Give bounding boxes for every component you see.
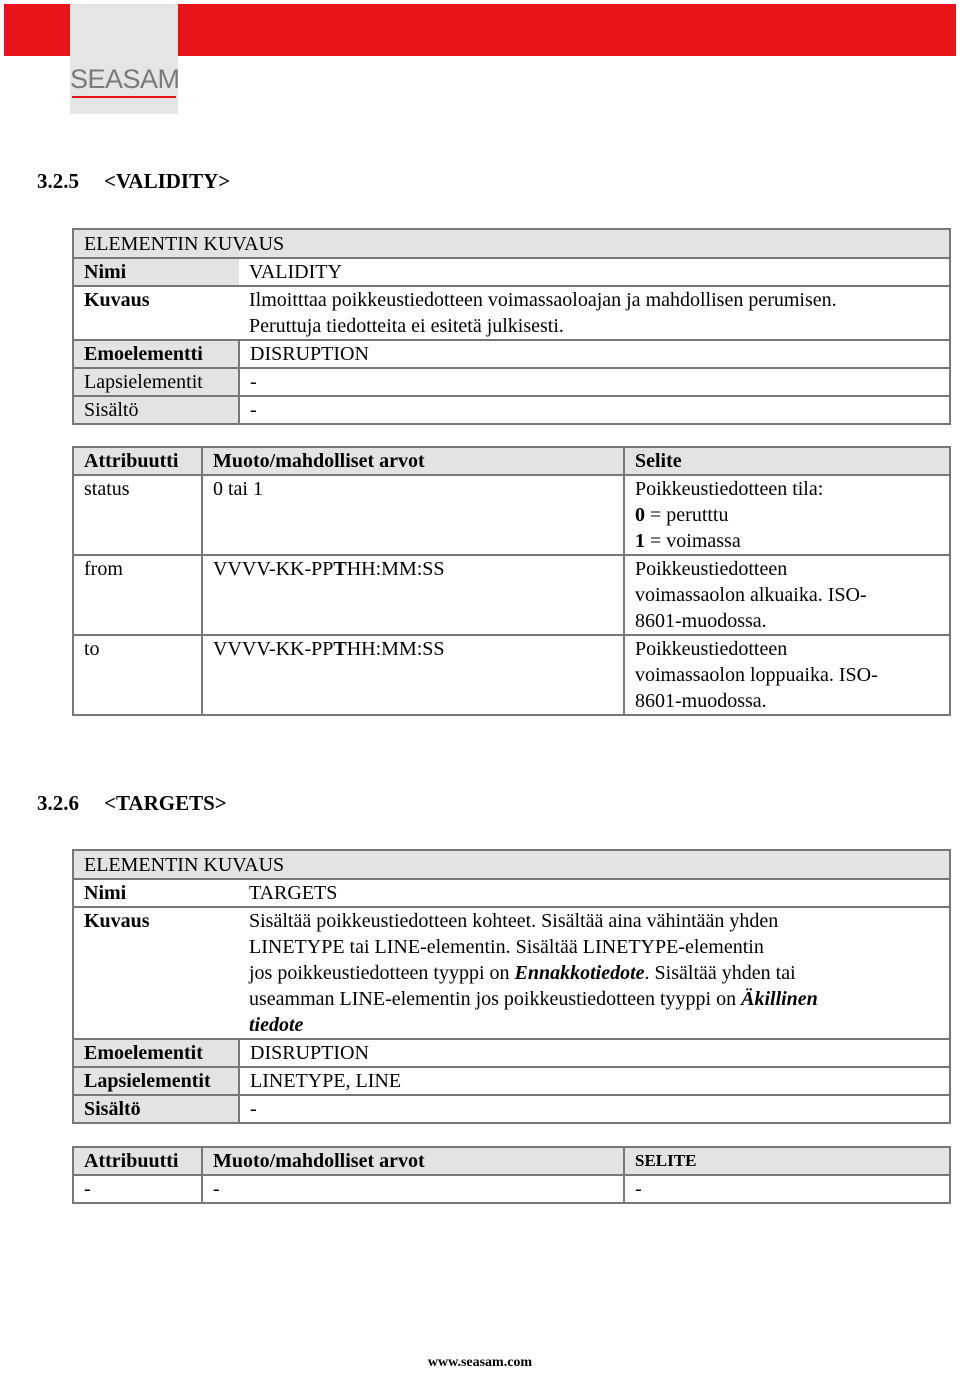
seasam-logo [70, 4, 178, 114]
attr-format-status: 0 tai 1 [202, 475, 624, 555]
text: useamman LINE-elementin jos poikkeustiedotteen tyyppi on [249, 988, 742, 1010]
desc-line: Poikkeustiedotteen tila: [635, 478, 824, 500]
row-key-emoelementti: Emoelementti [73, 340, 239, 368]
row-value-nimi: TARGETS [239, 879, 950, 907]
desc-line: voimassaolon loppuaika. ISO- [635, 664, 878, 686]
row-key-lapsielementit: Lapsielementit [73, 368, 239, 396]
attr-desc-to [624, 635, 950, 715]
header-selite: Selite [624, 447, 950, 475]
header-selite: SELITE [624, 1147, 950, 1175]
header-muoto: Muoto/mahdolliset arvot [202, 1147, 624, 1175]
code-value: 0 [635, 504, 645, 526]
code-text: = voimassa [645, 530, 741, 552]
row-value-sisalto: - [239, 1095, 950, 1123]
row-value-nimi: VALIDITY [239, 258, 950, 286]
text: jos poikkeustiedotteen tyyppi on [249, 962, 515, 984]
kuvaus-line: Sisältää poikkeustiedotteen kohteet. Sisältää aina vähintään yhden [249, 910, 779, 932]
section-title: <VALIDITY> [104, 169, 231, 193]
emphasis: Ennakkotiedote [514, 962, 645, 984]
emphasis: tiedote [249, 1014, 304, 1036]
row-key-sisalto: Sisältö [73, 1095, 239, 1123]
header-red-bar-left [4, 4, 70, 56]
format-part: VVVV-KK-PP [213, 558, 334, 580]
validity-element-table [72, 228, 951, 425]
logo-text: SEASAM [70, 64, 180, 94]
row-key-nimi: Nimi [73, 258, 239, 286]
emphasis: Äkillinen [741, 988, 818, 1010]
code-text: = perutttu [645, 504, 729, 526]
desc-line [635, 502, 939, 528]
format-separator: T [333, 638, 347, 660]
element-table-heading [73, 229, 950, 258]
kuvaus-line: Ilmoitttaa poikkeustiedotteen voimassaoloajan ja mahdollisen perumisen. [249, 289, 837, 311]
element-table-heading [73, 850, 950, 879]
footer-url: www.seasam.com [427, 1355, 533, 1370]
row-key-lapsielementit: Lapsielementit [73, 1067, 239, 1095]
logo-underline [72, 96, 176, 98]
kuvaus-line [249, 986, 939, 1012]
desc-line [635, 528, 939, 554]
section-heading-validity [37, 169, 230, 194]
format-separator: T [333, 558, 347, 580]
row-key-sisalto: Sisältö [73, 396, 239, 424]
attr-format-to [202, 635, 624, 715]
attr-name-status: status [73, 475, 202, 555]
row-value-emoelementit: DISRUPTION [239, 1039, 950, 1067]
header-muoto: Muoto/mahdolliset arvot [202, 447, 624, 475]
code-value: 1 [635, 530, 645, 552]
section-number: 3.2.6 [37, 791, 79, 815]
targets-attribute-table [72, 1146, 951, 1204]
section-heading-targets [37, 791, 227, 816]
row-value-lapsielementit: LINETYPE, LINE [239, 1067, 950, 1095]
row-key-nimi: Nimi [73, 879, 239, 907]
desc-line: Poikkeustiedotteen [635, 558, 788, 580]
targets-element-table [72, 849, 951, 1124]
row-key-kuvaus: Kuvaus [73, 286, 239, 340]
row-value-sisalto: - [239, 396, 950, 424]
kuvaus-line [249, 960, 939, 986]
format-part: VVVV-KK-PP [213, 638, 334, 660]
desc-line: 8601-muodossa. [635, 610, 767, 632]
kuvaus-line: Peruttuja tiedotteita ei esitetä julkisesti. [249, 315, 564, 337]
attr-name: - [73, 1175, 202, 1203]
heading-text: ELEMENTIN KUVAUS [84, 854, 285, 876]
row-value-kuvaus [239, 286, 950, 340]
row-value-lapsielementit: - [239, 368, 950, 396]
section-number: 3.2.5 [37, 169, 79, 193]
kuvaus-line: LINETYPE tai LINE-elementin. Sisältää LINETYPE-elementin [249, 936, 764, 958]
desc-line: 8601-muodossa. [635, 690, 767, 712]
header-attribuutti: Attribuutti [73, 447, 202, 475]
section-title: <TARGETS> [104, 791, 227, 815]
text: . Sisältää yhden tai [644, 962, 796, 984]
validity-attribute-table [72, 446, 951, 716]
desc-line: voimassaolon alkuaika. ISO- [635, 584, 867, 606]
format-part: HH:MM:SS [346, 638, 445, 660]
attr-name-to: to [73, 635, 202, 715]
format-part: HH:MM:SS [346, 558, 445, 580]
attr-desc: - [624, 1175, 950, 1203]
row-value-emoelementti: DISRUPTION [239, 340, 950, 368]
kuvaus-line [249, 1012, 939, 1038]
header-attribuutti: Attribuutti [73, 1147, 202, 1175]
attr-name-from: from [73, 555, 202, 635]
row-value-kuvaus [239, 907, 950, 1039]
row-key-kuvaus: Kuvaus [73, 907, 239, 1039]
row-key-emoelementit: Emoelementit [73, 1039, 239, 1067]
attr-desc-status [624, 475, 950, 555]
attr-format: - [202, 1175, 624, 1203]
header-red-bar-right [178, 4, 956, 56]
heading-text: ELEMENTIN KUVAUS [84, 233, 285, 255]
attr-desc-from [624, 555, 950, 635]
attr-format-from [202, 555, 624, 635]
desc-line: Poikkeustiedotteen [635, 638, 788, 660]
